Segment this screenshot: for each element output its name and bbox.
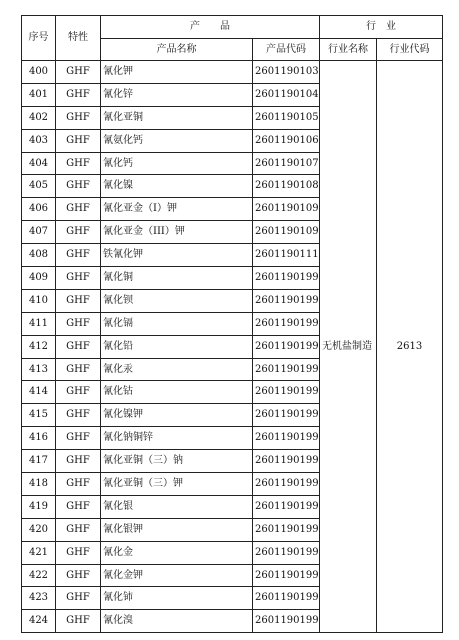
header-product-group: 产 品: [101, 16, 320, 39]
row-seq-cell: 410: [22, 289, 56, 312]
row-product-code-cell: 2601190109: [253, 198, 320, 221]
row-product-name-cell: 氰化镍: [101, 175, 253, 198]
row-product-name-cell: 氰化金钾: [101, 564, 253, 587]
row-product-code-cell: 2601190103: [253, 61, 320, 84]
row-product-name-cell: 氰化钾: [101, 61, 253, 84]
row-characteristic-cell: GHF: [56, 495, 101, 518]
row-product-name-cell: 氰化亚铜（三）钠: [101, 450, 253, 473]
header-characteristic: 特性: [56, 16, 101, 61]
row-product-code-cell: 2601190199: [253, 610, 320, 633]
industry-code-cell: 2613: [377, 61, 443, 633]
row-seq-cell: 416: [22, 427, 56, 450]
row-characteristic-cell: GHF: [56, 381, 101, 404]
row-product-name-cell: 氰化亚金（III）钾: [101, 221, 253, 244]
product-industry-table: [21, 15, 443, 633]
row-product-code-cell: 2601190199: [253, 267, 320, 290]
row-characteristic-cell: GHF: [56, 564, 101, 587]
row-seq-cell: 401: [22, 83, 56, 106]
row-product-code-cell: 2601190199: [253, 587, 320, 610]
row-product-name-cell: 氰化银: [101, 495, 253, 518]
row-seq-cell: 408: [22, 244, 56, 267]
row-product-name-cell: 氰化汞: [101, 358, 253, 381]
header-industry-group: 行 业: [320, 16, 443, 39]
row-characteristic-cell: GHF: [56, 221, 101, 244]
row-characteristic-cell: GHF: [56, 541, 101, 564]
row-product-code-cell: 2601190199: [253, 450, 320, 473]
row-product-name-cell: 氰化溴: [101, 610, 253, 633]
row-product-code-cell: 2601190105: [253, 106, 320, 129]
row-product-name-cell: 氰化铅: [101, 335, 253, 358]
row-product-code-cell: 2601190199: [253, 541, 320, 564]
row-characteristic-cell: GHF: [56, 244, 101, 267]
row-seq-cell: 411: [22, 312, 56, 335]
row-seq-cell: 407: [22, 221, 56, 244]
row-product-code-cell: 2601190199: [253, 358, 320, 381]
row-seq-cell: 415: [22, 404, 56, 427]
row-seq-cell: 414: [22, 381, 56, 404]
row-characteristic-cell: GHF: [56, 518, 101, 541]
row-product-name-cell: 氰化镉: [101, 312, 253, 335]
row-product-name-cell: 氰化银钾: [101, 518, 253, 541]
row-product-name-cell: 氰化锌: [101, 83, 253, 106]
row-characteristic-cell: GHF: [56, 404, 101, 427]
header-product-code: 产品代码: [253, 39, 320, 61]
row-characteristic-cell: GHF: [56, 473, 101, 496]
header-seq: 序号: [22, 16, 56, 61]
row-seq-cell: 404: [22, 152, 56, 175]
row-product-name-cell: 氰化亚金（I）钾: [101, 198, 253, 221]
row-product-code-cell: 2601190109: [253, 221, 320, 244]
row-product-name-cell: 氰化钠铜锌: [101, 427, 253, 450]
table-body: [22, 61, 443, 633]
row-characteristic-cell: GHF: [56, 267, 101, 290]
row-product-code-cell: 2601190199: [253, 381, 320, 404]
row-seq-cell: 423: [22, 587, 56, 610]
row-characteristic-cell: GHF: [56, 289, 101, 312]
row-seq-cell: 413: [22, 358, 56, 381]
row-characteristic-cell: GHF: [56, 450, 101, 473]
row-seq-cell: 406: [22, 198, 56, 221]
row-characteristic-cell: GHF: [56, 106, 101, 129]
row-product-name-cell: 氰化铜: [101, 267, 253, 290]
row-characteristic-cell: GHF: [56, 175, 101, 198]
row-product-code-cell: 2601190108: [253, 175, 320, 198]
row-characteristic-cell: GHF: [56, 427, 101, 450]
row-product-code-cell: 2601190199: [253, 427, 320, 450]
row-product-name-cell: 氰化金: [101, 541, 253, 564]
row-characteristic-cell: GHF: [56, 198, 101, 221]
row-characteristic-cell: GHF: [56, 312, 101, 335]
row-product-code-cell: 2601190199: [253, 473, 320, 496]
header-industry-name: 行业名称: [320, 39, 377, 61]
row-seq-cell: 409: [22, 267, 56, 290]
table-row: [22, 61, 443, 84]
row-product-name-cell: 氰化亚铜（三）钾: [101, 473, 253, 496]
row-product-code-cell: 2601190111: [253, 244, 320, 267]
row-product-code-cell: 2601190199: [253, 495, 320, 518]
row-product-code-cell: 2601190199: [253, 518, 320, 541]
row-characteristic-cell: GHF: [56, 587, 101, 610]
row-characteristic-cell: GHF: [56, 610, 101, 633]
row-product-code-cell: 2601190107: [253, 152, 320, 175]
row-seq-cell: 424: [22, 610, 56, 633]
row-seq-cell: 402: [22, 106, 56, 129]
row-seq-cell: 412: [22, 335, 56, 358]
row-product-code-cell: 2601190199: [253, 312, 320, 335]
row-product-code-cell: 2601190106: [253, 129, 320, 152]
row-seq-cell: 422: [22, 564, 56, 587]
row-characteristic-cell: GHF: [56, 83, 101, 106]
row-product-name-cell: 氰化亚铜: [101, 106, 253, 129]
row-characteristic-cell: GHF: [56, 358, 101, 381]
row-product-name-cell: 氰化钴: [101, 381, 253, 404]
row-product-name-cell: 氰化钙: [101, 152, 253, 175]
row-seq-cell: 403: [22, 129, 56, 152]
row-seq-cell: 405: [22, 175, 56, 198]
row-seq-cell: 420: [22, 518, 56, 541]
row-seq-cell: 418: [22, 473, 56, 496]
row-product-code-cell: 2601190199: [253, 335, 320, 358]
row-product-code-cell: 2601190199: [253, 404, 320, 427]
row-product-code-cell: 2601190104: [253, 83, 320, 106]
row-product-name-cell: 氰氨化钙: [101, 129, 253, 152]
row-characteristic-cell: GHF: [56, 61, 101, 84]
row-product-name-cell: 氰化镍钾: [101, 404, 253, 427]
row-product-code-cell: 2601190199: [253, 564, 320, 587]
header-row-top: [22, 16, 443, 39]
row-seq-cell: 417: [22, 450, 56, 473]
row-characteristic-cell: GHF: [56, 152, 101, 175]
row-seq-cell: 421: [22, 541, 56, 564]
row-seq-cell: 400: [22, 61, 56, 84]
header-product-name: 产品名称: [101, 39, 253, 61]
row-seq-cell: 419: [22, 495, 56, 518]
row-product-name-cell: 铁氰化钾: [101, 244, 253, 267]
row-product-name-cell: 氰化铈: [101, 587, 253, 610]
row-characteristic-cell: GHF: [56, 335, 101, 358]
row-characteristic-cell: GHF: [56, 129, 101, 152]
row-product-code-cell: 2601190199: [253, 289, 320, 312]
header-industry-code: 行业代码: [377, 39, 443, 61]
industry-name-cell: 无机盐制造: [320, 61, 377, 633]
row-product-name-cell: 氰化钡: [101, 289, 253, 312]
